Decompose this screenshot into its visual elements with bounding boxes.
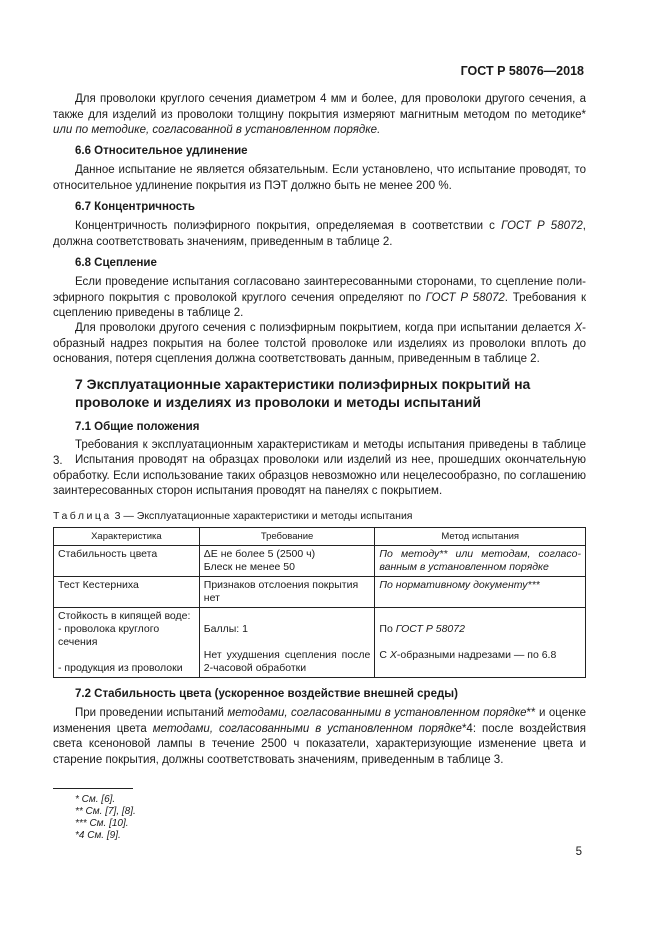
footnote: ** См. [7], [8]. [75, 806, 136, 817]
table-header-cell: Характеристика [54, 528, 200, 546]
table-header-cell: Метод испытания [375, 528, 586, 546]
section-7-2-heading: 7.2 Стабильность цвета (ускоренное воздействие внешней среды) [75, 688, 458, 700]
footnote-separator [53, 788, 133, 789]
table-header-cell: Требование [199, 528, 375, 546]
section-7-1-text-1: Требования к эксплуатационным характеристикам и методы испытания приведены в таблице 3. [53, 439, 586, 467]
section-6-6-text: Данное испытание не является обязательным. Если установлено, что испытание проводят, то относительное удлинение покрытия из ПЭТ должно быть не менее 200 %. [53, 164, 586, 192]
document-header: ГОСТ Р 58076—2018 [460, 64, 584, 78]
footnote: * См. [6]. [75, 794, 116, 805]
table-cell: По ГОСТ Р 58072 С X-образными надрезами — по 6.8 [375, 608, 586, 678]
section-6-6-heading: 6.6 Относительное удлинение [75, 145, 248, 157]
section-7-heading: 7 Эксплуатационные характеристики полиэфирных покрытий на проволоке и изделиях из проволоки и методы испытаний [75, 376, 531, 410]
table-row [54, 577, 586, 608]
section-6-8-text-2: Для проволоки другого сечения с полиэфирным покрытием, когда при испытании делается X-образный надрез покрытия на более толстой проволоке или изделиях из проволоки вплоть до основания, потеря сцепления должна соответствовать данным, приведенным в таблице 2. [53, 322, 586, 365]
section-6-8-text-1: Если проведение испытания согласовано заинтересованными сторонами, то сцепление полиэфирного покрытия с проволокой круглого сечения определяют по ГОСТ Р 58072. Требования к сцеплению приведены в таблице 2. [53, 276, 586, 319]
table-cell: По методу** или методам, согласованным в установленном порядке [375, 546, 586, 577]
table-cell: Стабильность цвета [54, 546, 200, 577]
table-3 [53, 527, 586, 678]
table-3-caption: Таблица 3 — Эксплуатационные характеристики и методы испытания [53, 510, 413, 522]
table-cell: По нормативному документу*** [375, 577, 586, 608]
table-cell: Стойкость в кипящей воде: - проволока круглого сечения - продукция из проволоки [54, 608, 200, 678]
paragraph-thickness: Для проволоки круглого сечения диаметром 4 мм и более, для проволоки другого сечения, а также для изделий из проволоки толщину покрытия измеряют магнитным методом по методике* или по методике, согласованной в установленном порядке. [53, 93, 586, 136]
section-7-1-heading: 7.1 Общие положения [75, 421, 200, 433]
table-cell: Баллы: 1 Нет ухудшения сцепления после 2-часовой обработки [199, 608, 375, 678]
footnote: *** См. [10]. [75, 818, 129, 829]
section-7-2-text: При проведении испытаний методами, согласованными в установленном порядке** и оценке изменения цвета методами, согласованными в установленном порядке*4: после воздействия света ксеноновой лампы в течение 2500 ч показатели, характеризующие изменение цвета и старение покрытия, должны соответствовать значениям, приведенным в таблице 3. [53, 707, 586, 766]
page-number: 5 [575, 846, 582, 858]
section-6-7-text: Концентричность полиэфирного покрытия, определяемая в соответствии с ГОСТ Р 58072, должна соответствовать значениям, приведенным в таблице 2. [53, 220, 586, 248]
table-cell: Тест Кестерниха [54, 577, 200, 608]
section-6-7-heading: 6.7 Концентричность [75, 201, 195, 213]
table-header-row [54, 528, 586, 546]
footnote: *4 См. [9]. [75, 830, 121, 841]
table-cell: ΔE не более 5 (2500 ч) Блеск не менее 50 [199, 546, 375, 577]
table-row [54, 546, 586, 577]
table-cell: Признаков отслоения покрытия нет [199, 577, 375, 608]
section-7-1-text-2: Испытания проводят на образцах проволоки или изделий из нее, прошедших окончательную обработку. Если использование таких образцов невозможно или нецелесообразно, по соглашению заинтересованных сторон испытания проводят на панелях с покрытием. [53, 454, 586, 497]
section-6-8-heading: 6.8 Сцепление [75, 257, 157, 269]
table-row [54, 608, 586, 678]
